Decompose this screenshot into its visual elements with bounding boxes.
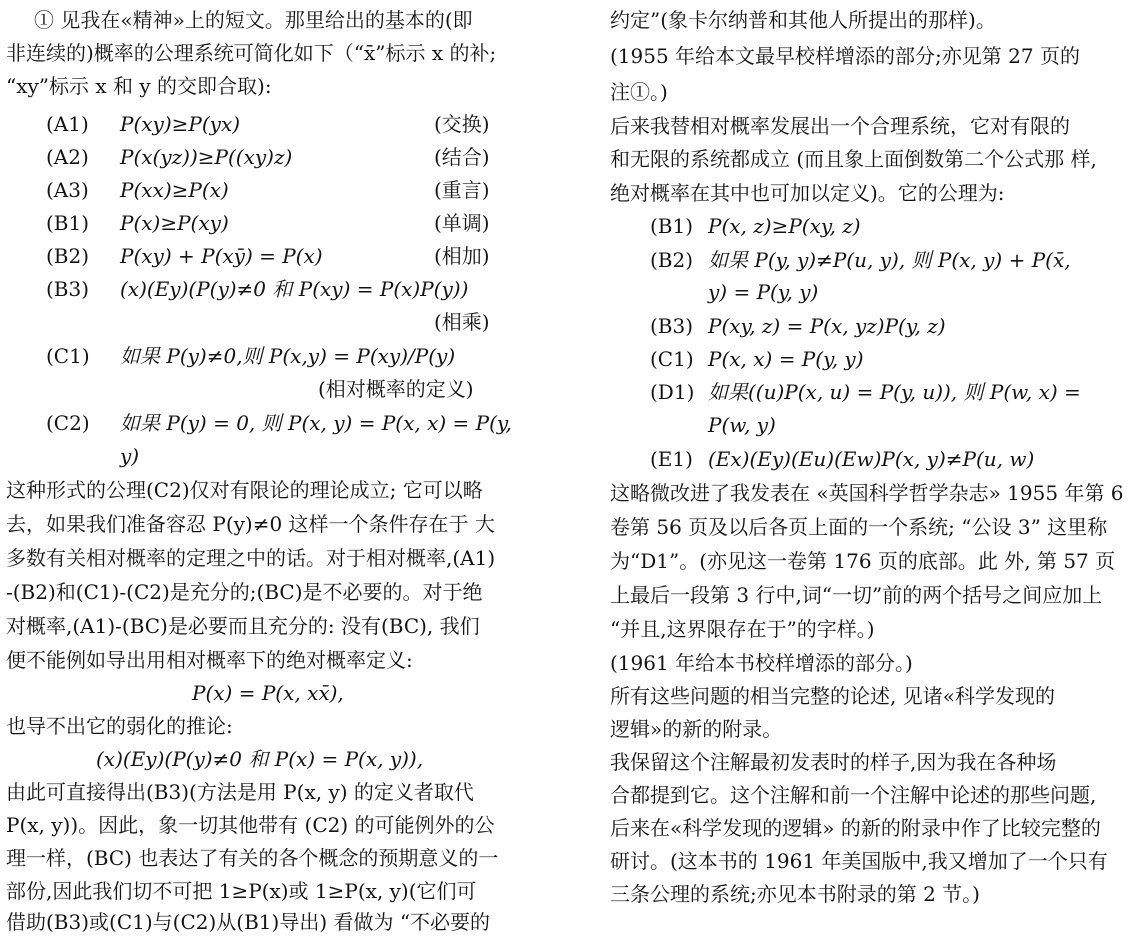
axiom-formula: (Ex)(Ey)(Eu)(Ew)P(x, y)≠P(u, w) (708, 447, 1035, 471)
text-line: -(B2)和(C1)-(C2)是充分的;(BC)是不必要的。对于绝 (6, 580, 483, 604)
axiom-row (650, 210, 1140, 243)
formula: (x)(Ey)(P(y)≠0 和 P(x) = P(x, y)), (96, 747, 424, 771)
formula: P(x) = P(x, xx̄), (192, 681, 344, 705)
axiom-row (46, 108, 546, 141)
text-line: ① 见我在«精神»上的短文。那里给出的基本的(即 (34, 8, 473, 32)
axiom-label: (E1) (650, 447, 693, 471)
axiom-formula: 如果 P(y, y)≠P(u, y), 则 P(x, y) + P(x̄, (708, 248, 1071, 272)
axiom-row (46, 207, 546, 240)
axiom-label: (C2) (46, 411, 90, 435)
axiom-label: (A1) (46, 112, 89, 136)
axiom-row (46, 273, 546, 306)
axiom-label: (B3) (650, 314, 694, 338)
text-line: (1961 年给本书校样增添的部分。) (610, 651, 913, 675)
text-line: 为“D1”。(亦见这一卷第 176 页的底部。此 外, 第 57 页 (610, 549, 1116, 573)
axiom-formula: P(xy, z) = P(x, yz)P(y, z) (708, 314, 946, 338)
axiom-name: (结合) (434, 145, 490, 169)
text-line: 理一样，(BC) 也表达了有关的各个概念的预期意义的一 (6, 846, 499, 870)
axiom-continuation: y) (120, 444, 140, 468)
text-line: 借助(B3)或(C1)与(C2)从(B1)导出) 看做为 “不必要的 (6, 910, 491, 934)
text-line: 这略微改进了我发表在 «英国科学哲学杂志» 1955 年第 6 (610, 481, 1124, 505)
text-line: 绝对概率在其中也可加以定义)。它的公理为: (610, 181, 1005, 205)
axiom-row (650, 343, 1140, 376)
text-line: 上最后一段第 3 行中,词“一切”前的两个括号之间应加上 (610, 583, 1103, 607)
text-line: 合都提到它。这个注解和前一个注解中论述的那些问题, (610, 783, 1097, 807)
axiom-label: (B2) (650, 248, 694, 272)
text-line: 后来在«科学发现的逻辑» 的新的附录中作了比较完整的 (610, 816, 1101, 840)
text-line: 约定”(象卡尔纳普和其他人所提出的那样)。 (610, 8, 996, 32)
text-line: 去，如果我们准备容忍 P(y)≠0 这样一个条件存在于 大 (6, 512, 495, 536)
axiom-name: (相对概率的定义) (318, 377, 474, 401)
text-line: 研讨。(这本书的 1961 年美国版中,我又增加了一个只有 (610, 849, 1108, 873)
text-line: 便不能例如导出用相对概率下的绝对概率定义: (6, 648, 413, 672)
text-line: 多数有关相对概率的定理之中的话。对于相对概率,(A1) (6, 546, 496, 570)
axiom-row (46, 174, 546, 207)
axiom-formula: 如果((u)P(x, u) = P(y, u)), 则 P(w, x) = (708, 380, 1081, 404)
axiom-name: (单调) (434, 211, 490, 235)
axiom-formula: P(x, z)≥P(xy, z) (708, 214, 861, 238)
axiom-name: (相乘) (434, 310, 490, 334)
axiom-name: (交换) (434, 112, 490, 136)
text-line: 也导不出它的弱化的推论: (6, 714, 233, 738)
text-line: 注①。) (610, 80, 668, 104)
text-line: 逻辑»的新的附录。 (610, 717, 783, 741)
axiom-label: (A3) (46, 178, 89, 202)
axiom-formula: (x)(Ey)(P(y)≠0 和 P(xy) = P(x)P(y)) (120, 277, 469, 301)
text-line: 和无限的系统都成立 (而且象上面倒数第二个公式那 样, (610, 147, 1097, 171)
axiom-continuation: y) = P(y, y) (708, 280, 819, 304)
axiom-row (46, 340, 546, 373)
text-line: 由此可直接得出(B3)(方法是用 P(x, y) 的定义者取代 (6, 780, 474, 804)
text-line: 所有这些问题的相当完整的论述, 见诸«科学发现的 (610, 684, 1055, 708)
axiom-formula: 如果 P(y) = 0, 则 P(x, y) = P(x, x) = P(y, (120, 411, 512, 435)
axiom-formula: P(x)≥P(xy) (120, 211, 229, 235)
text-line: 后来我替相对概率发展出一个合理系统，它对有限的 (610, 114, 1070, 138)
axiom-continuation: P(w, y) (708, 413, 776, 437)
text-line: “并且,这界限存在于”的字样。) (610, 617, 875, 641)
axiom-row (650, 376, 1140, 409)
axiom-row (650, 443, 1140, 476)
axiom-formula: P(xx)≥P(x) (120, 178, 229, 202)
axiom-label: (B2) (46, 244, 90, 268)
axiom-label: (D1) (650, 380, 695, 404)
axiom-label: (B1) (650, 214, 694, 238)
text-line: 对概率,(A1)-(BC)是必要而且充分的: 没有(BC), 我们 (6, 614, 480, 638)
text-line: 我保留这个注解最初发表时的样子,因为我在各种场 (610, 750, 1057, 774)
axiom-row (46, 141, 546, 174)
axiom-label: (B1) (46, 211, 90, 235)
axiom-label: (A2) (46, 145, 89, 169)
text-line: “xy”标示 x 和 y 的交即合取): (6, 74, 272, 98)
axiom-name: (相加) (434, 244, 490, 268)
axiom-row (650, 244, 1140, 277)
text-line: 这种形式的公理(C2)仅对有限论的理论成立; 它可以略 (6, 478, 483, 502)
axiom-name: (重言) (434, 178, 490, 202)
axiom-label: (C1) (650, 347, 694, 371)
text-line: 三条公理的系统;亦见本书附录的第 2 节。) (610, 882, 980, 906)
axiom-row (650, 310, 1140, 343)
axiom-row (46, 407, 546, 440)
text-line: P(x, y))。因此，象一切其他带有 (C2) 的可能例外的公 (6, 813, 495, 837)
text-line: (1955 年给本文最早校样增添的部分;亦见第 27 页的 (610, 44, 1080, 68)
axiom-formula: P(xy)≥P(yx) (120, 112, 241, 136)
axiom-formula: P(x(yz))≥P((xy)z) (120, 145, 293, 169)
axiom-formula: P(xy) + P(xȳ) = P(x) (120, 244, 323, 268)
axiom-formula: 如果 P(y)≠0,则 P(x,y) = P(xy)/P(y) (120, 344, 456, 368)
axiom-row (46, 240, 546, 273)
axiom-label: (C1) (46, 344, 90, 368)
text-line: 卷第 56 页及以后各页上面的一个系统; “公设 3” 这里称 (610, 515, 1108, 539)
text-line: 非连续的)概率的公理系统可简化如下（“x̄”标示 x 的补; (6, 41, 497, 65)
text-line: 部份,因此我们切不可把 1≥P(x)或 1≥P(x, y)(它们可 (6, 879, 477, 903)
axiom-formula: P(x, x) = P(y, y) (708, 347, 864, 371)
axiom-label: (B3) (46, 277, 90, 301)
